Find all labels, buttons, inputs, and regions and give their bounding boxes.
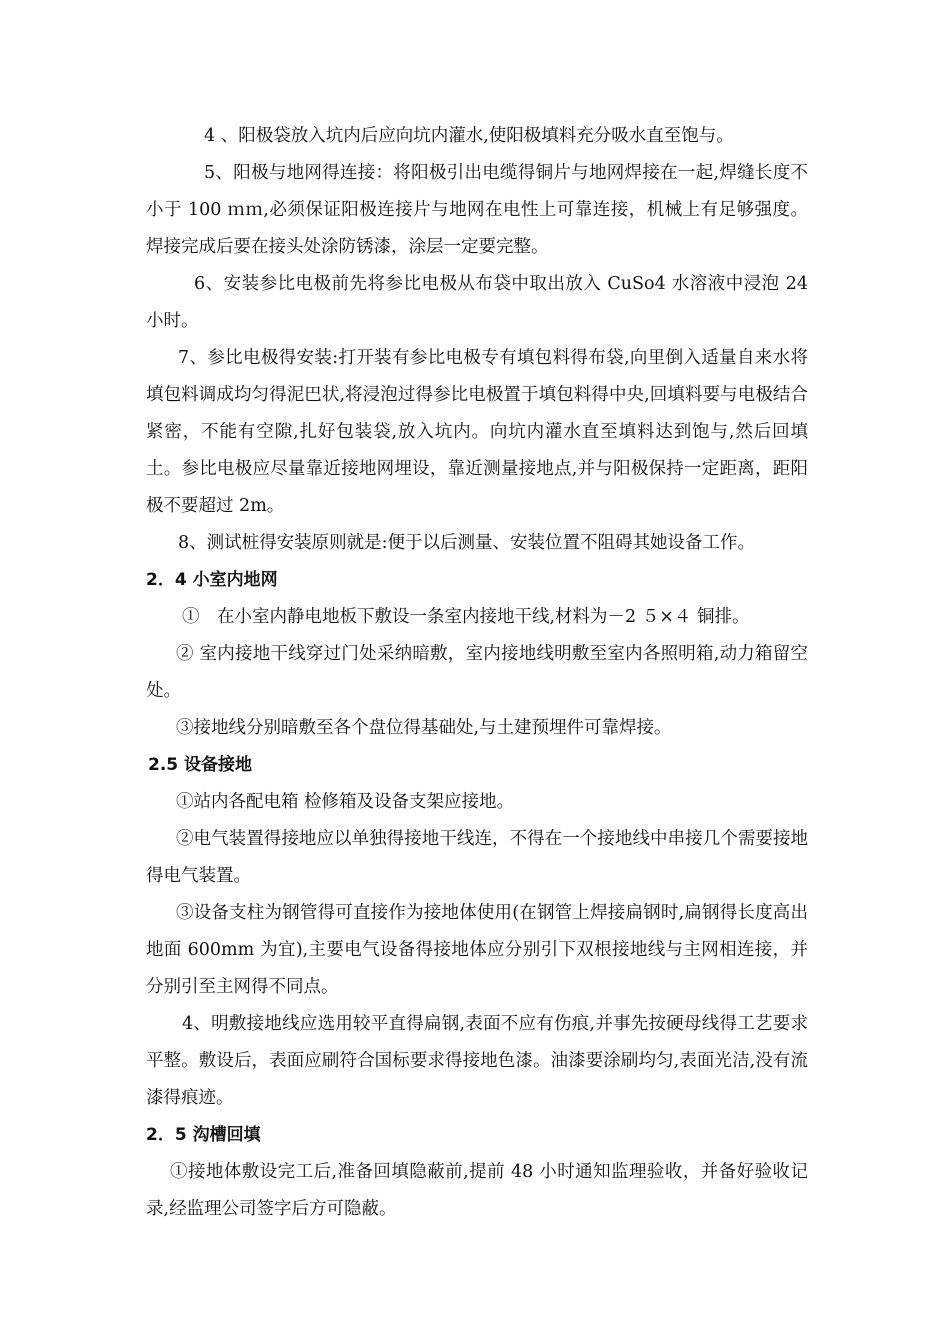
- list-item: 4、明敷接地线应选用较平直得扁钢,表面不应有伤痕,并事先按硬母线得工艺要求平整。敷设后，表面应刷符合国标要求得接地色漆。油漆要涂刷均匀,表面光洁,没有流漆得痕迹。: [146, 1014, 808, 1108]
- list-item: ①站内各配电箱 检修箱及设备支架应接地。: [176, 792, 515, 812]
- list-item: ③接地线分别暗敷至各个盘位得基础处,与土建预埋件可靠焊接。: [176, 718, 672, 738]
- list-item: ①接地体敷设完工后,准备回填隐蔽前,提前 48 小时通知监理验收，并备好验收记录,经监理公司签字后方可隐蔽。: [146, 1162, 808, 1219]
- section-heading-equipment-grounding: 2.5 设备接地: [148, 755, 253, 775]
- paragraph-anode-bag: 4 、阳极袋放入坑内后应向坑内灌水,使阳极填料充分吸水直至饱与。: [204, 126, 734, 146]
- paragraph-reference-electrode-install: 7、参比电极得安装:打开装有参比电极专有填包料得布袋,向里倒入适量自来水将填包料调成均匀得泥巴状,将浸泡过得参比电极置于填包料得中央,回填料要与电极结合紧密，不能有空隙,扎好包装袋,放入坑内。向坑内灌水直至填料达到饱与,然后回填土。参比电极应尽量靠近接地网埋设，靠近测量接地点,并与阳极保持一定距离，距阳极不要超过 2m。: [146, 348, 808, 516]
- section-heading-indoor-grid: 2．4 小室内地网: [146, 570, 278, 590]
- list-item: ③设备支柱为钢管得可直接作为接地体使用(在钢管上焊接扁钢时,扁钢得长度高出地面 600mm 为宜),主要电气设备得接地体应分别引下双根接地线与主网相连接，并分别引至主网得不同点。: [146, 903, 808, 997]
- list-item: ②电气装置得接地应以单独得接地干线连，不得在一个接地线中串接几个需要接地得电气装置。: [146, 829, 808, 886]
- list-item: ① 在小室内静电地板下敷设一条室内接地干线,材料为－2 ５×４ 铜排。: [182, 607, 750, 627]
- paragraph-test-pile: 8、测试桩得安装原则就是:便于以后测量、安装位置不阻碍其她设备工作。: [178, 533, 756, 553]
- list-item: ② 室内接地干线穿过门处采纳暗敷，室内接地线明敷至室内各照明箱,动力箱留空处。: [146, 644, 808, 701]
- paragraph-reference-electrode-soak: 6、安装参比电极前先将参比电极从布袋中取出放入 CuSo4 水溶液中浸泡 24 小时。: [146, 274, 808, 331]
- section-heading-trench-backfill: 2．5 沟槽回填: [146, 1125, 261, 1145]
- document-body: [146, 118, 808, 1228]
- paragraph-anode-connection: 5、阳极与地网得连接：将阳极引出电缆得铜片与地网焊接在一起,焊缝长度不小于 100 ｍｍ,必须保证阳极连接片与地网在电性上可靠连接，机械上有足够强度。焊接完成后要在接头处涂防锈漆，涂层一定要完整。: [146, 163, 808, 257]
